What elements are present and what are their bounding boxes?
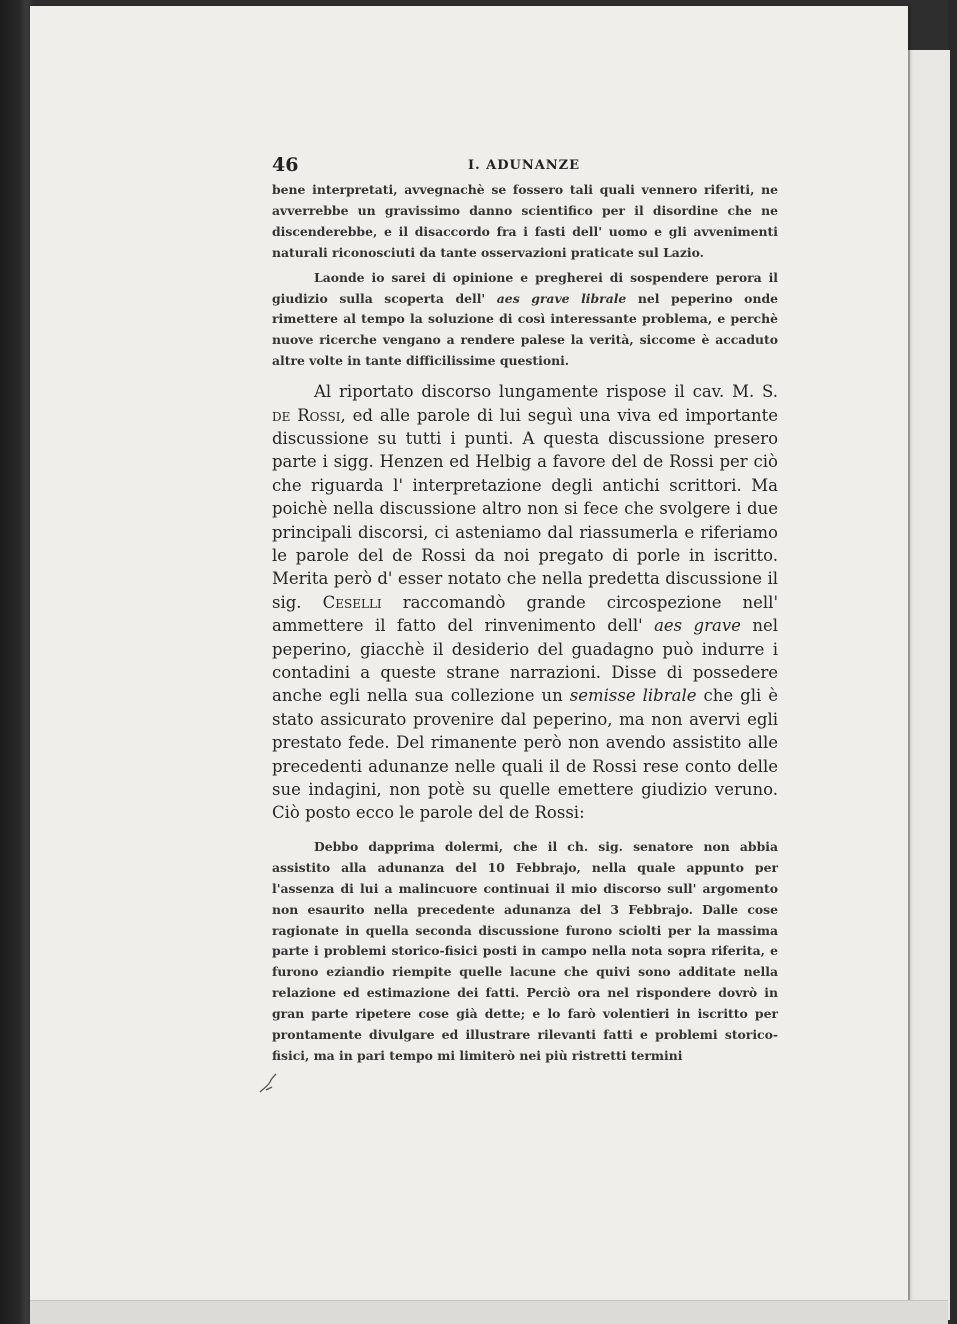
- paragraph-2-text-b: nel peperino onde rimettere al tempo la soluzione di così interessante problema, e perchè nuove ricerche vengano a rendere palese la verità, siccome è accaduto altre volte in tante difficilissime questioni.: [272, 290, 778, 369]
- next-page-edge: [908, 50, 950, 1320]
- paragraph-3-text-a: Al riportato discorso lungamente rispose il cav. M. S.: [314, 382, 778, 402]
- paragraph-2: [272, 268, 778, 373]
- paragraph-4: [272, 837, 778, 1067]
- paragraph-2-italic: aes grave librale: [496, 290, 627, 306]
- section-title: I. ADUNANZE: [468, 158, 581, 173]
- paragraph-3-italic-1: aes grave: [654, 616, 741, 636]
- name-ceselli: Ceselli: [322, 592, 382, 612]
- paragraph-3-italic-2: semisse librale: [569, 686, 697, 706]
- ink-mark-icon: [256, 1070, 282, 1096]
- paragraph-3-text-d: nel peperino, giacchè il desiderio del guadagno può indurre i contadini a queste strane narrazioni. Disse di possedere anche egli nella sua collezione un: [272, 616, 778, 706]
- running-head: [272, 150, 778, 180]
- paragraph-1-text: bene interpretati, avvegnachè se fossero tali quali vennero riferiti, ne avverrebbe un gravissimo danno scientifico per il disordine che ne discenderebbe, e il disaccordo fra i fasti dell' uomo e gli avvenimenti naturali riconosciuti da tante osservazioni praticate sul Lazio.: [272, 182, 778, 260]
- paragraph-3-text-b: , ed alle parole di lui seguì una viva ed importante discussione su tutti i punti. A questa discussione presero parte i sigg. Henzen ed Helbig a favore del de Rossi per ciò che riguarda l' interpretazione degli antichi scrittori. Ma poichè nella discussione altro non si fece che svolgere i due principali discorsi, ci asteniamo dal riassumerla e riferiamo le parole del de Rossi da noi pregato di porle in iscritto. Merita però d' esser notato che nella predetta discussione il sig.: [272, 405, 778, 612]
- paragraph-2-text-a: Laonde io sarei di opinione e pregherei di sospendere perora il giudizio sulla scoperta dell': [272, 269, 778, 306]
- text-column: [272, 150, 778, 1067]
- paragraph-3-text-c: raccomandò grande circospezione nell' ammettere il fatto del rinvenimento dell': [272, 592, 778, 636]
- page-bottom-edge: [30, 1300, 948, 1324]
- name-de-rossi: de Rossi: [272, 405, 341, 425]
- paragraph-3-text-e: che gli è stato assicurato provenire dal peperino, ma non avervi egli prestato fede. Del rimanente però non avendo assistito alle precedenti adunanze nelle quali il de Rossi rese conto delle sue indagini, non potè su quelle emettere giudizio veruno. Ciò posto ecco le parole del de Rossi:: [272, 686, 779, 823]
- paragraph-1: [272, 180, 778, 264]
- paragraph-3: [272, 380, 778, 825]
- paragraph-4-text: Debbo dapprima dolermi, che il ch. sig. senatore non abbia assistito alla adunanza del 10 Febbrajo, nella quale appunto per l'assenza di lui a malincuore continuai il mio discorso sull' argomento non esaurito nella precedente adunanza del 3 Febbrajo. Dalle cose ragionate in quella seconda discussione furono sciolti per la massima parte i problemi storico-fisici posti in campo nella nota sopra riferita, e furono eziandio riempite quelle lacune che quivi sono additate nella relazione ed estimazione dei fatti. Perciò ora nel rispondere dovrò in gran parte ripetere cose già dette; e lo farò volentieri in iscritto per prontamente divulgare ed illustrare rilevanti fatti e problemi storico-fisici, ma in pari tempo mi limiterò nei più ristretti termini: [272, 838, 778, 1063]
- page-number: 46: [272, 154, 299, 176]
